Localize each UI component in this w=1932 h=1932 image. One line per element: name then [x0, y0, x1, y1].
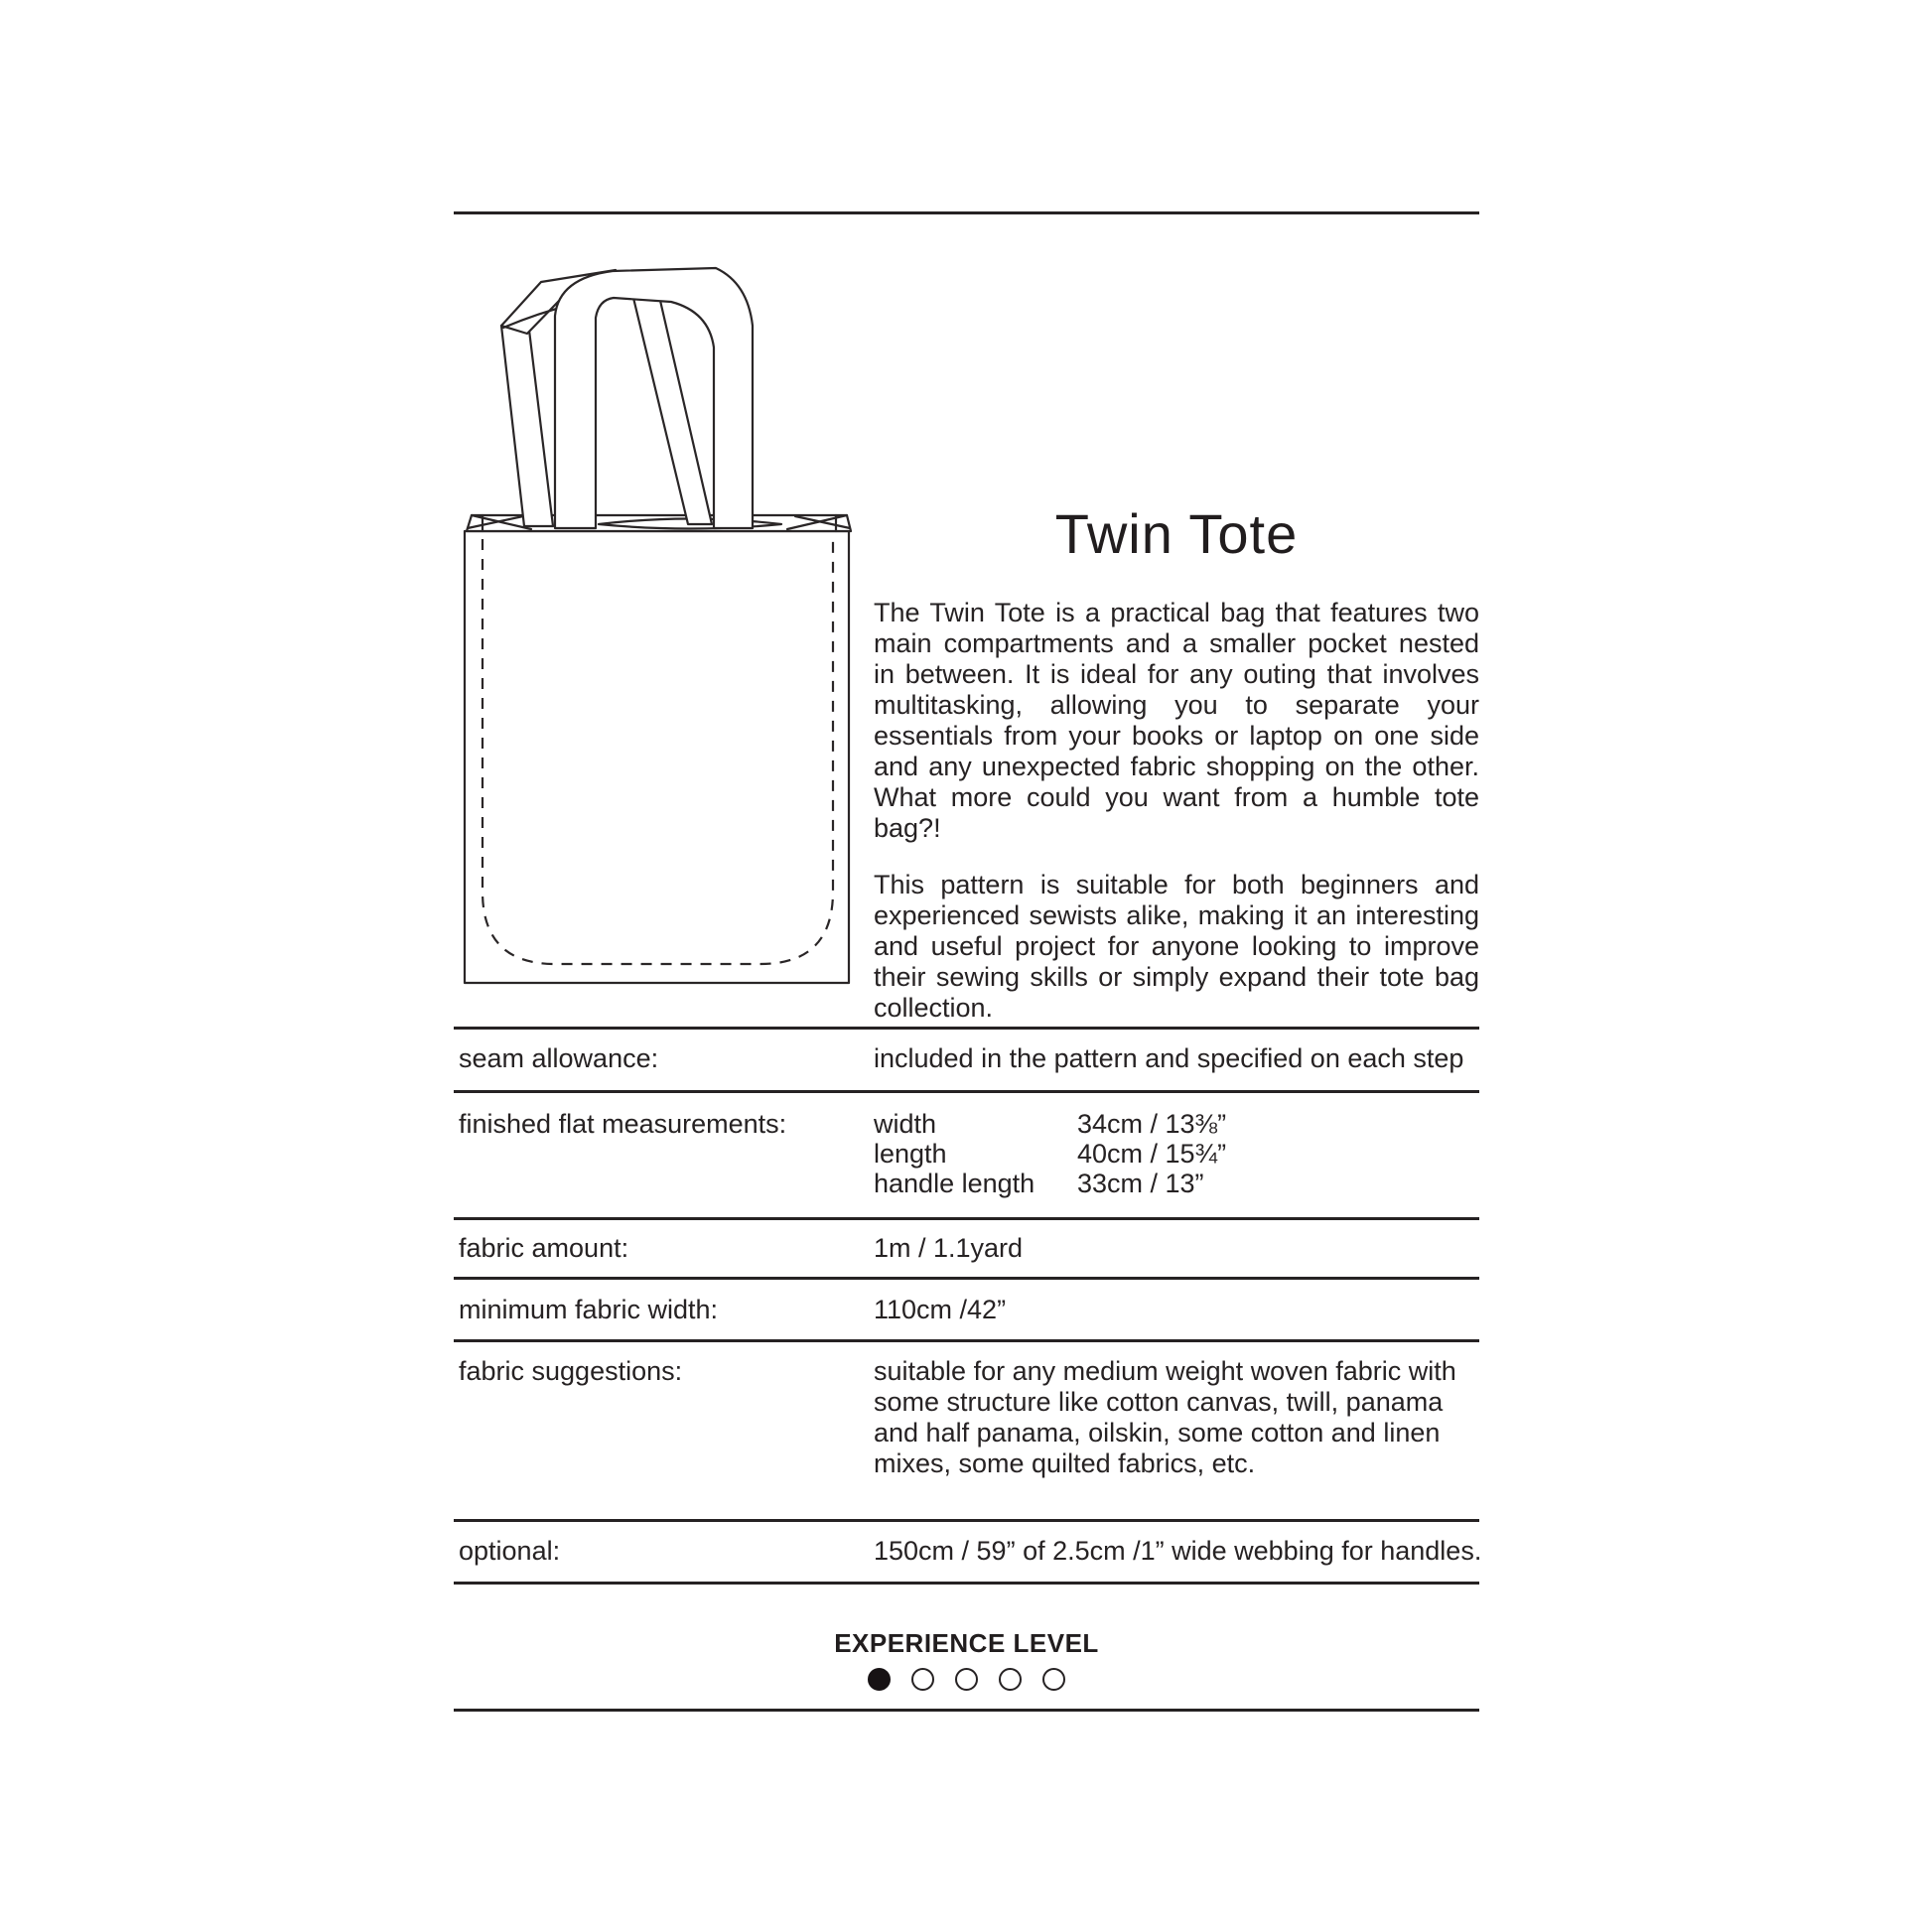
measurement-row [874, 1139, 1479, 1169]
row-label: minimum fabric width: [459, 1295, 719, 1324]
measurement-row [874, 1169, 1479, 1198]
measurement-name: handle length [874, 1169, 1035, 1198]
measurement-value: 33cm / 13” [1077, 1169, 1204, 1198]
row-label: fabric suggestions: [459, 1356, 683, 1386]
measurement-value: 40cm / 15¾” [1077, 1139, 1227, 1169]
row-value: 1m / 1.1yard [874, 1233, 1024, 1263]
experience-dots [454, 1668, 1479, 1691]
row-value [874, 1093, 1479, 1217]
measurement-row [874, 1109, 1479, 1139]
page-title: Twin Tote [1054, 502, 1299, 565]
row-value: 110cm /42” [874, 1295, 1007, 1324]
row-label: optional: [459, 1536, 561, 1566]
back-handle-strap [501, 314, 553, 526]
table-row-finished-measurements [454, 1090, 1479, 1217]
row-value: included in the pattern and specified on each step [874, 1043, 1464, 1073]
table-row-experience-level [454, 1582, 1479, 1712]
measurement-name: width [874, 1109, 937, 1139]
measurement-name: length [874, 1139, 947, 1169]
intro-paragraph-1: The Twin Tote is a practical bag that features two main compartments and a smaller pocket nested in between. It is ideal for any outing that involves multitasking, allowing you to separate your essentials from your books or laptop on one side and any unexpected fabric shopping on the other. What more could you want from a humble tote bag?! [874, 598, 1479, 843]
table-row-minimum-fabric-width [454, 1277, 1479, 1339]
experience-dot-empty [955, 1668, 978, 1691]
table-row-fabric-suggestions [454, 1339, 1479, 1519]
row-label: finished flat measurements: [459, 1109, 787, 1139]
experience-dot-filled [868, 1668, 891, 1691]
table-row-fabric-amount [454, 1217, 1479, 1277]
intro-column [874, 211, 1479, 1024]
experience-level-label: EXPERIENCE LEVEL [834, 1628, 1099, 1658]
table-row-optional [454, 1519, 1482, 1582]
specs-table [454, 1027, 1482, 1712]
table-row-seam-allowance [454, 1027, 1479, 1090]
tote-bag-illustration [452, 238, 869, 993]
row-label: fabric amount: [459, 1233, 629, 1263]
experience-dot-empty [1042, 1668, 1065, 1691]
intro-paragraph-2: This pattern is suitable for both beginners and experienced sewists alike, making it an interesting and useful project for anyone looking to improve their sewing skills or simply expand their tote bag collection. [874, 870, 1479, 1023]
pattern-sheet [454, 211, 1482, 1721]
row-value: 150cm / 59” of 2.5cm /1” wide webbing for handles. [874, 1536, 1482, 1566]
experience-dot-empty [911, 1668, 934, 1691]
row-label: seam allowance: [459, 1043, 659, 1073]
row-value: suitable for any medium weight woven fabric with some structure like cotton canvas, twill, panama and half panama, oilskin, some cotton and linen mixes, some quilted fabrics, etc. [874, 1356, 1456, 1478]
measurement-value: 34cm / 13⅜” [1077, 1109, 1227, 1139]
experience-level-block [454, 1585, 1479, 1709]
bag-body [465, 531, 849, 983]
experience-dot-empty [999, 1668, 1022, 1691]
